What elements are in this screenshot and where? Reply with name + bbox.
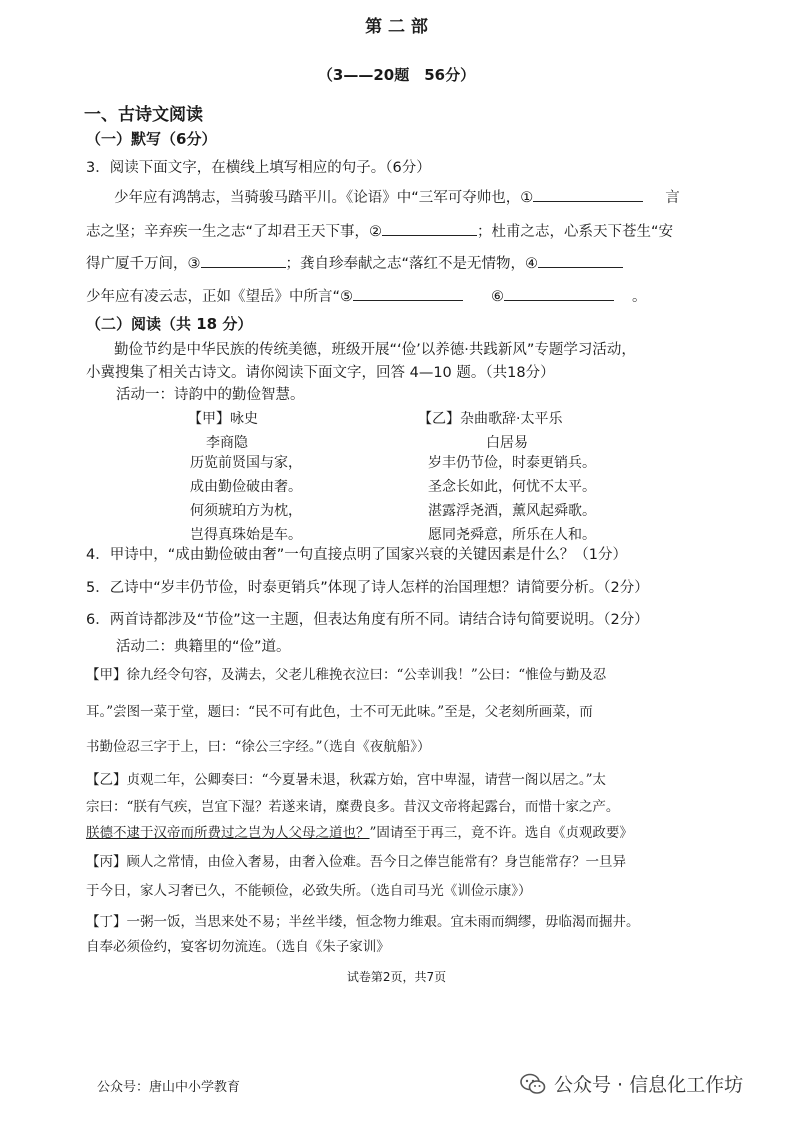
blank-6-mark: ⑥: [491, 289, 505, 305]
page-number: 试卷第2页，共7页: [346, 970, 447, 984]
text-b-line: 宗曰：“朕有气疾，岂宜下湿？若遂来请，糜费良多。昔汉文帝将起露台，而惜十家之产。: [86, 799, 620, 815]
poem-a-title: 【甲】咏史: [188, 411, 258, 427]
question-range: （3——20题 56分）: [317, 66, 476, 84]
blank-6[interactable]: [504, 286, 614, 301]
watermark-text: 公众号 · 信息化工作坊: [554, 1074, 744, 1096]
q3-line-3: [86, 252, 623, 273]
poem-a-line: 何须琥珀方为枕，: [190, 503, 302, 519]
text-d-line: 【丁】一粥一饭，当思来处不易；半丝半缕，恒念物力维艰。宜未雨而绸缪，毋临渴而掘井。: [86, 914, 640, 930]
reading-intro-1: 勤俭节约是中华民族的传统美德，班级开展“‘俭’以养德·共践新风”专题学习活动，: [114, 342, 636, 358]
poem-a-line: 成由勤俭破由奢。: [190, 479, 302, 495]
q3-line-4-text: 少年应有凌云志，正如《望岳》中所言“: [86, 289, 341, 305]
part-title: 第 二 部: [365, 17, 428, 37]
q3-line-3-mid: ；龚自珍奉献之志“落红不是无情物，: [285, 256, 526, 272]
q3-line-4: [86, 285, 647, 306]
text-c-line: 【丙】顾人之常情，由俭入奢易，由奢入俭难。吾今日之俸岂能常有？身岂能常存？一旦异: [86, 854, 626, 870]
blank-5-mark: ⑤: [340, 289, 354, 305]
activity-1-title: 活动一：诗韵中的勤俭智慧。: [116, 387, 305, 403]
blank-4[interactable]: [538, 253, 623, 268]
poem-a-line: 岂得真珠始是车。: [190, 527, 302, 543]
poem-a-line: 历览前贤国与家，: [190, 455, 302, 471]
blank-1[interactable]: [533, 187, 643, 202]
activity-2-title: 活动二：典籍里的“俭”道。: [116, 639, 291, 655]
poem-b-line: 圣念长如此，何忧不太平。: [428, 479, 596, 495]
question-4: 4．甲诗中，“成由勤俭破由奢”一句直接点明了国家兴衰的关键因素是什么？（1分）: [86, 547, 627, 563]
poem-b-author: 白居易: [486, 435, 528, 451]
text-a-line: 书勤俭忍三字于上，曰：“徐公三字经。”（选自《夜航船》）: [86, 739, 431, 755]
poem-b-title: 【乙】杂曲歌辞·太平乐: [418, 411, 563, 427]
reading-intro-2: 小冀搜集了相关古诗文。请你阅读下面文字，回答 4—10 题。（共18分）: [86, 365, 555, 381]
blank-3[interactable]: [201, 253, 286, 268]
q3-line-1-tail: 言: [665, 190, 680, 206]
q3-line-2-text: 志之坚；辛弃疾一生之志“了却君王天下事，: [86, 224, 370, 240]
subsection-reading: （二）阅读（共 18 分）: [86, 315, 253, 333]
q3-line-4-end: 。: [632, 289, 647, 305]
account-label: 公众号：唐山中小学教育: [97, 1080, 241, 1095]
poem-b-line: 岁丰仍节俭，时泰更销兵。: [428, 455, 596, 471]
subsection-dictation: （一）默写（6分）: [86, 130, 217, 148]
blank-3-mark: ③: [187, 256, 201, 272]
text-d-line: 自奉必须俭约，宴客切勿流连。（选自《朱子家训》: [86, 939, 390, 955]
text-a-line: 【甲】徐九经令句容，及满去，父老儿稚挽衣泣曰：“公幸训我！”公曰：“惟俭与勤及忍: [86, 667, 607, 683]
text-c-line: 于今日，家人习奢已久，不能顿俭，必致失所。（选自司马光《训俭示康》）: [86, 883, 532, 899]
q3-line-2: [86, 220, 673, 241]
poem-b-line: 愿同尧舜意，所乐在人和。: [428, 527, 596, 543]
q3-line-2-tail: ；杜甫之志，心系天下苍生“安: [477, 224, 674, 240]
question-6: 6．两首诗都涉及“节俭”这一主题，但表达角度有所不同。请结合诗句简要说明。（2分）: [86, 612, 649, 628]
q3-line-1-text: 少年应有鸿鹄志，当骑骏马踏平川。《论语》中“三军可夺帅也，: [114, 190, 521, 206]
text-b-line-3: [86, 821, 633, 841]
text-b-line-3-rest: ”固请至于再三，竟不许。选自《贞观政要》: [369, 825, 633, 841]
q3-line-3-text: 得广厦千万间，: [86, 256, 188, 272]
blank-4-mark: ④: [525, 256, 539, 272]
blank-1-mark: ①: [520, 190, 534, 206]
text-b-line: 【乙】贞观二年，公卿奏曰：“今夏暑未退，秋霖方始，宫中卑湿，请营一阁以居之。”太: [86, 772, 607, 788]
poem-a-author: 李商隐: [206, 435, 248, 451]
underlined-sentence: 朕德不逮于汉帝而所费过之岂为人父母之道也？: [86, 825, 370, 841]
blank-5[interactable]: [353, 286, 463, 301]
question-5: 5．乙诗中“岁丰仍节俭，时泰更销兵”体现了诗人怎样的治国理想？请简要分析。（2分）: [86, 580, 649, 596]
question-3-stem: 3．阅读下面文字，在横线上填写相应的句子。（6分）: [86, 160, 431, 176]
poem-b-line: 湛露浮尧酒，薰风起舜歌。: [428, 503, 596, 519]
q3-line-1: [114, 186, 680, 207]
wechat-icon: [520, 1073, 546, 1095]
blank-2[interactable]: [382, 221, 477, 236]
wechat-watermark: [520, 1070, 743, 1097]
blank-2-mark: ②: [369, 224, 383, 240]
text-a-line: 耳。”尝图一菜于堂，题曰：“民不可有此色，士不可无此味。”至是，父老刻所画菜，而: [86, 704, 593, 720]
section-heading-classical: 一、古诗文阅读: [84, 105, 203, 125]
